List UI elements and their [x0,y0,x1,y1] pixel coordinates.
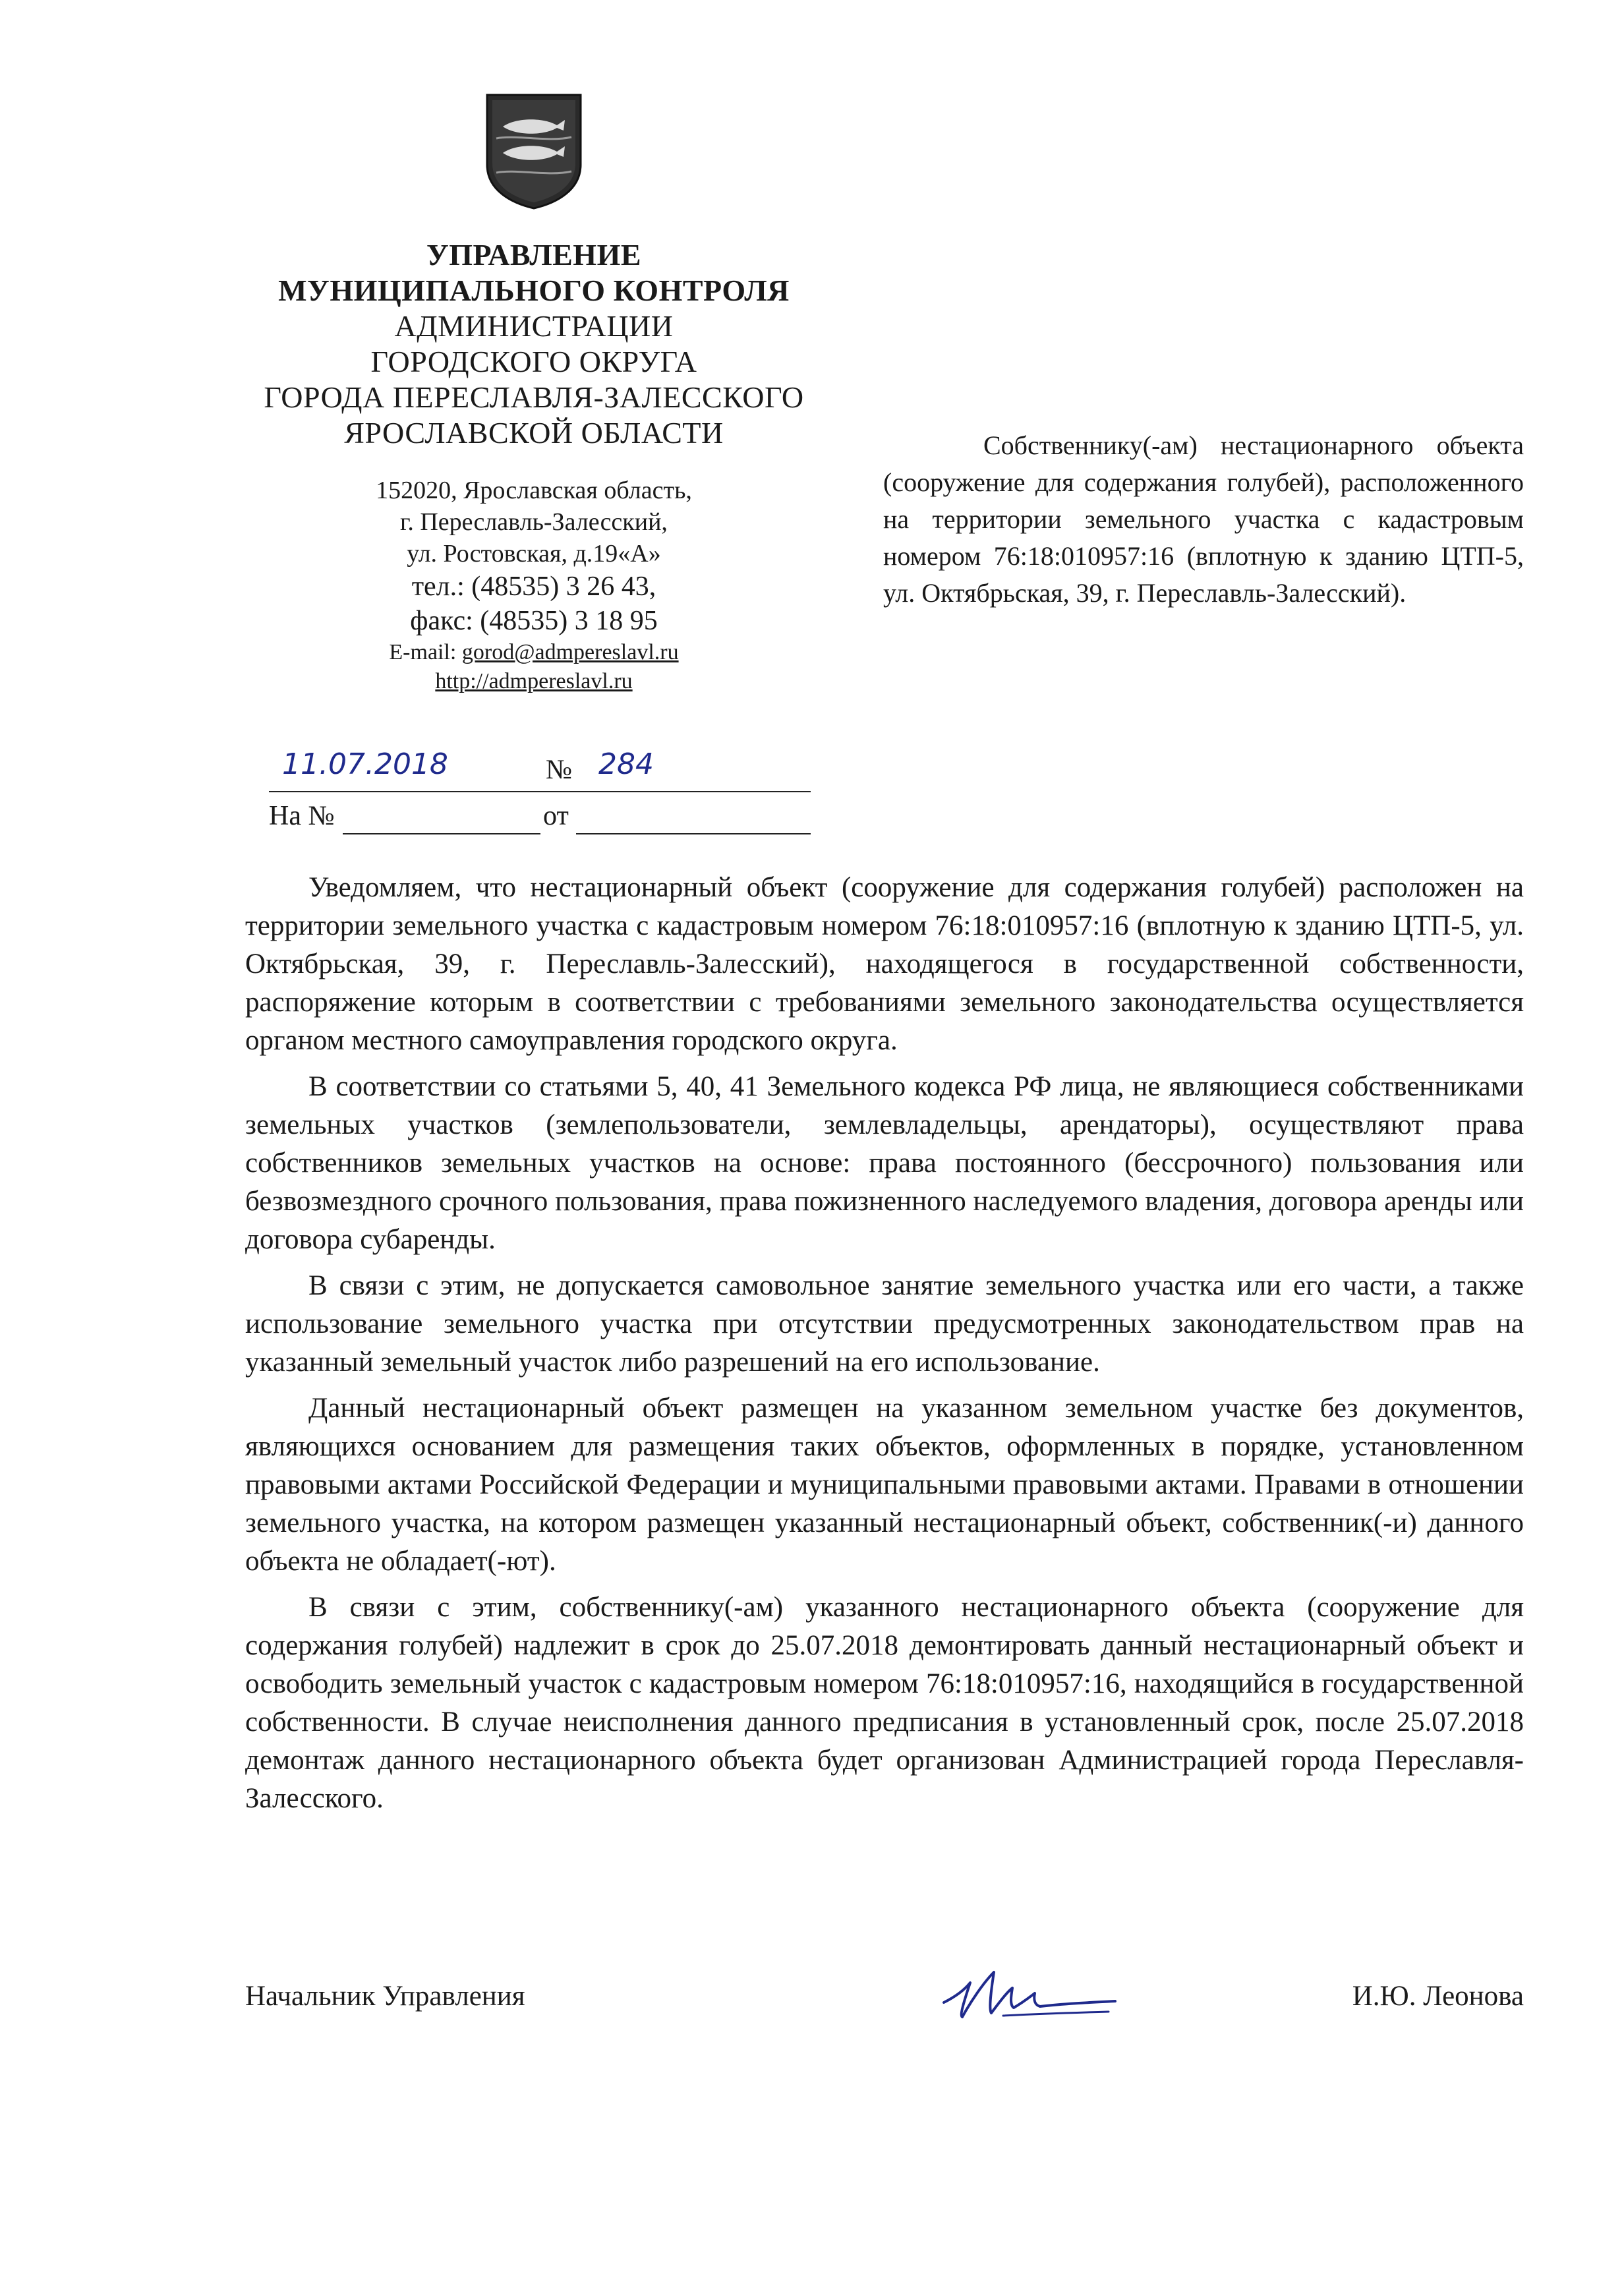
body-paragraph: Данный нестационарный объект размещен на указанном земельном участке без документов, являющихся основанием для размещения таких объектов, оформленных в порядке, установленном правовыми актами Российской Федерации и муниципальными правовыми актами. Правами в отношении земельного участка, на котором размещен указанный нестационарный объект, собственник(-и) данного объекта не обладает(-ют). [245,1393,1524,1577]
email-line [218,638,850,667]
signatory-title: Начальник Управления [245,1981,525,2012]
address-line: ул. Ростовская, д.19«А» [407,540,661,568]
fax-text: факс: (48535) 3 18 95 [410,606,658,636]
coat-of-arms-emblem [483,92,585,210]
reference-from-label: от [543,801,569,831]
reference-number-blank [343,798,540,834]
body-paragraph: В связи с этим, не допускается самовольное занятие земельного участка или его части, а также использование земельного участка при отсутствии предусмотренных законодательством прав на указанный земельный участок либо разрешений на его использование. [245,1270,1524,1378]
recipient-block: Собственнику(-ам) нестационарного объекта (сооружение для содержания голубей), расположенного на территории земельного участка с кадастровым номером 76:18:010957:16 (вплотную к зданию ЦТП-5, ул. Октябрьская, 39, г. Переславль-Залесский). [883,430,1524,608]
org-name-line: АДМИНИСТРАЦИИ [394,309,674,343]
body-paragraph: Уведомляем, что нестационарный объект (сооружение для содержания голубей) расположен на территории земельного участка с кадастровым номером 76:18:010957:16 (вплотную к зданию ЦТП-5, ул. Октябрьская, 39, г. Переславль-Залесский), находящегося в государственной собственности, распоряжение которым в соответствии с требованиями земельного законодательства осуществляется органом местного самоуправления городского округа. [245,872,1524,1056]
handwritten-number: 284 [598,747,654,781]
address-line: 152020, Ярославская область, [376,477,692,504]
email-label: E-mail: [389,640,462,664]
org-name-line: ГОРОДА ПЕРЕСЛАВЛЯ-ЗАЛЕССКОГО [264,380,804,414]
org-name-line: ЯРОСЛАВСКОЙ ОБЛАСТИ [344,416,724,450]
website-link[interactable]: http://admpereslavl.ru [435,669,633,693]
sender-block [218,237,850,696]
reference-label: На № [269,801,335,831]
address-line: г. Переславль-Залесский, [400,508,668,536]
handwritten-date: 11.07.2018 [282,747,448,781]
sender-address [218,475,850,696]
body-paragraph: В связи с этим, собственнику(-ам) указанного нестационарного объекта (сооружение для содержания голубей) надлежит в срок до 25.07.2018 демонтировать данный нестационарный объект и освободить земельный участок с кадастровым номером 76:18:010957:16, находящийся в государственной собственности. В случае неисполнения данного предписания в установленный срок, после 25.07.2018 демонтаж данного нестационарного объекта будет организован Администрацией города Переславля-Залесского. [245,1592,1524,1814]
handwritten-signature [931,1956,1122,2029]
signature-row [245,1971,1524,2030]
reference-date-blank [576,798,811,834]
org-name-line: МУНИЦИПАЛЬНОГО КОНТРОЛЯ [278,274,790,307]
reference-line [269,798,811,837]
org-name-line: ГОРОДСКОГО ОКРУГА [370,345,697,378]
body-paragraph: В соответствии со статьями 5, 40, 41 Земельного кодекса РФ лица, не являющиеся собственниками земельных участков (землепользователи, землевладельцы, арендаторы), осуществляют права собственников земельных участков на основе: права постоянного (бессрочного) пользования или безвозмездного срочного пользования, права пожизненного наследуемого владения, договора аренды или договора субаренды. [245,1071,1524,1255]
org-name-line: УПРАВЛЕНИЕ [426,238,642,272]
letter-body [245,869,1524,1826]
email-link[interactable]: gorod@admpereslavl.ru [461,640,679,664]
registration-line [269,747,811,792]
phone-text: тел.: (48535) 3 26 43, [411,571,656,602]
signatory-name: И.Ю. Леонова [1352,1981,1524,2012]
number-label: № [546,755,573,785]
